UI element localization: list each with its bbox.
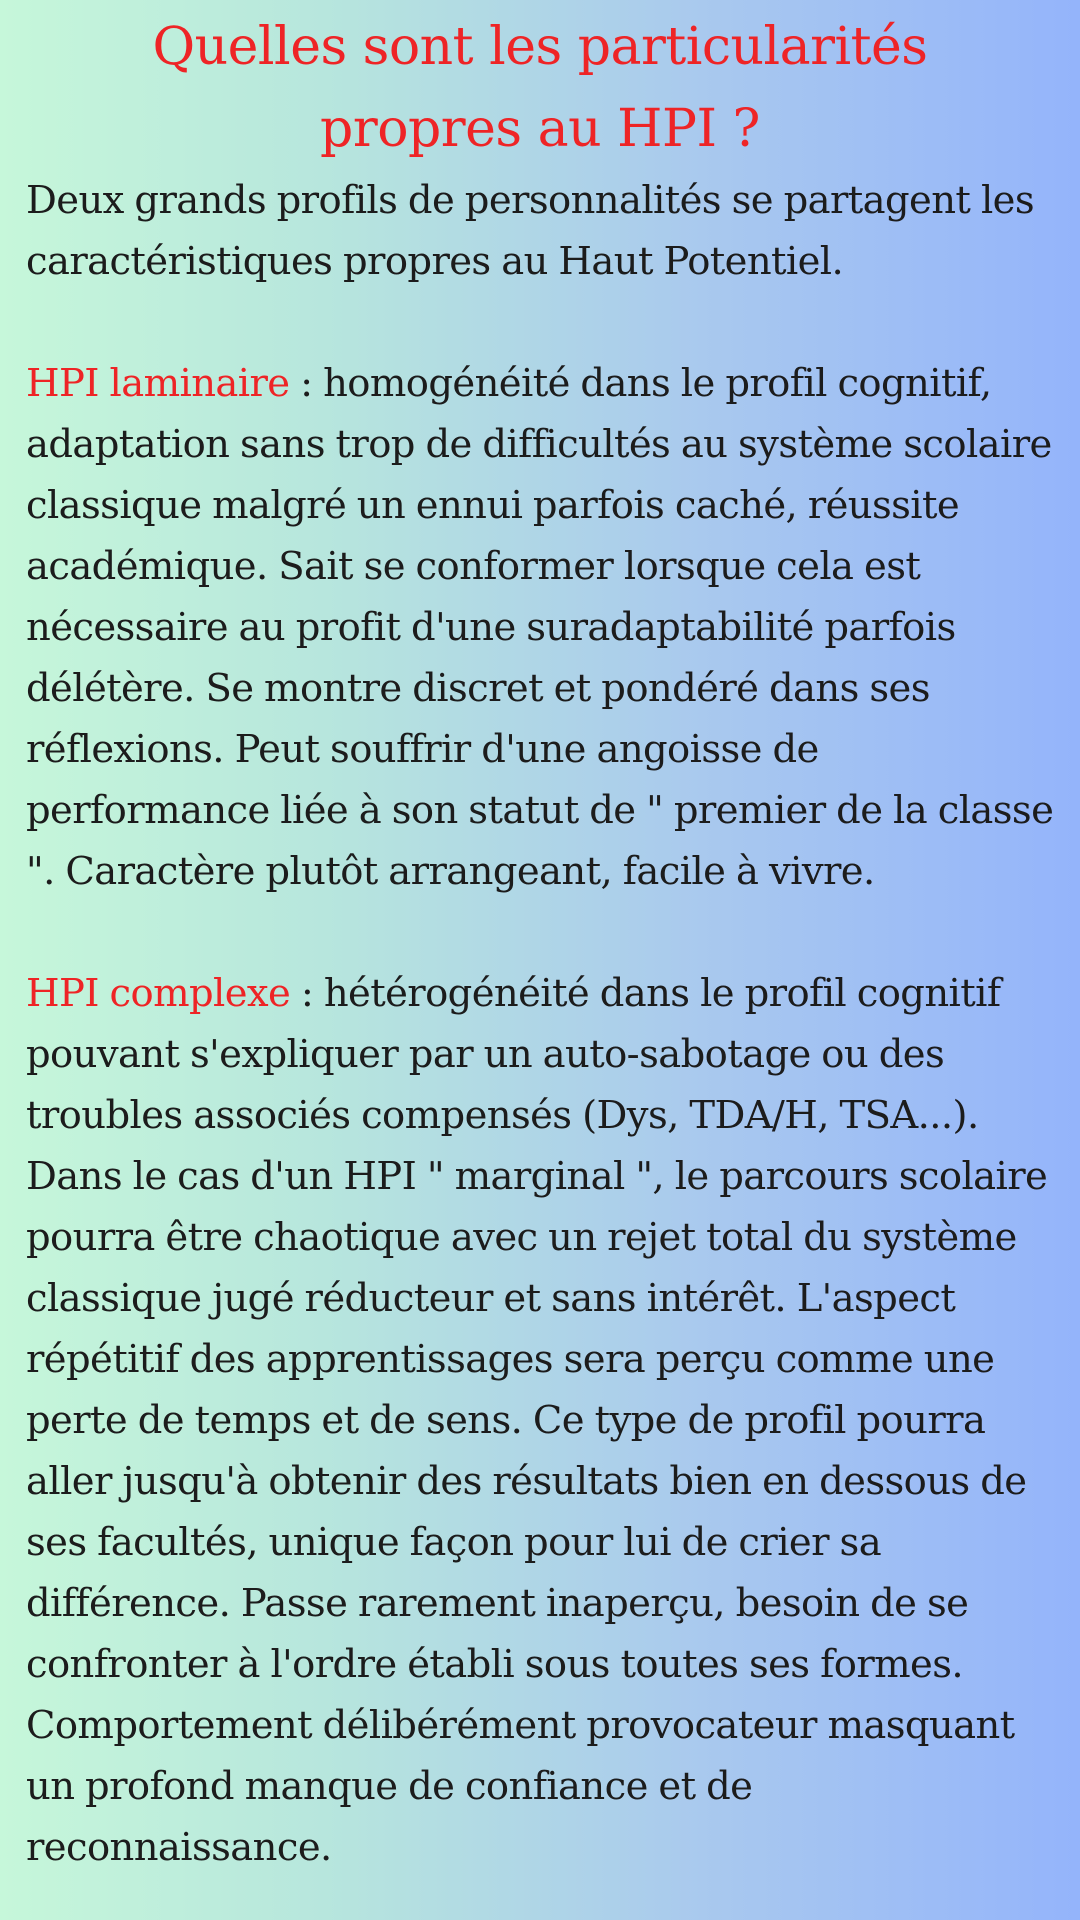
intro-paragraph: Deux grands profils de personnalités se partagent les caractéristiques propres au Haut Potentiel. — [26, 178, 1034, 284]
page-title — [26, 0, 1054, 170]
complexe-description: : hétérogénéité dans le profil cognitif pouvant s'expliquer par un auto-sabotage ou des troubles associés compensés (Dys, TDA/H, TSA...). Dans le cas d'un HPI " marginal ", le parcours scolaire pourra être chaotique avec un rejet total du système classique jugé réducteur et sans intérêt. L'aspect répétitif des apprentissages sera perçu comme une perte de temps et de sens. Ce type de profil pourra aller jusqu'à obtenir des résultats bien en dessous de ses facultés, unique façon pour lui de crier sa différence. Passe rarement inaperçu, besoin de se confronter à l'ordre établi sous toutes ses formes. Comportement délibérément provocateur masquant un profond manque de confiance et de reconnaissance. — [26, 971, 1048, 1870]
title-line-1: Quelles sont les particularités — [152, 17, 928, 77]
complexe-paragraph — [26, 963, 1054, 1878]
complexe-term: HPI complexe — [26, 971, 291, 1016]
laminaire-term: HPI laminaire — [26, 361, 290, 406]
laminaire-description: : homogénéité dans le profil cognitif, adaptation sans trop de difficultés au système scolaire classique malgré un ennui parfois caché, réussite académique. Sait se conformer lorsque cela est nécessaire au profit d'une suradaptabilité parfois délétère. Se montre discret et pondéré dans ses réflexions. Peut souffrir d'une angoisse de performance liée à son statut de " premier de la classe ". Caractère plutôt arrangeant, facile à vivre. — [26, 361, 1054, 894]
title-line-2: propres au HPI ? — [320, 99, 760, 159]
article-body — [26, 170, 1054, 1878]
laminaire-paragraph — [26, 353, 1054, 902]
